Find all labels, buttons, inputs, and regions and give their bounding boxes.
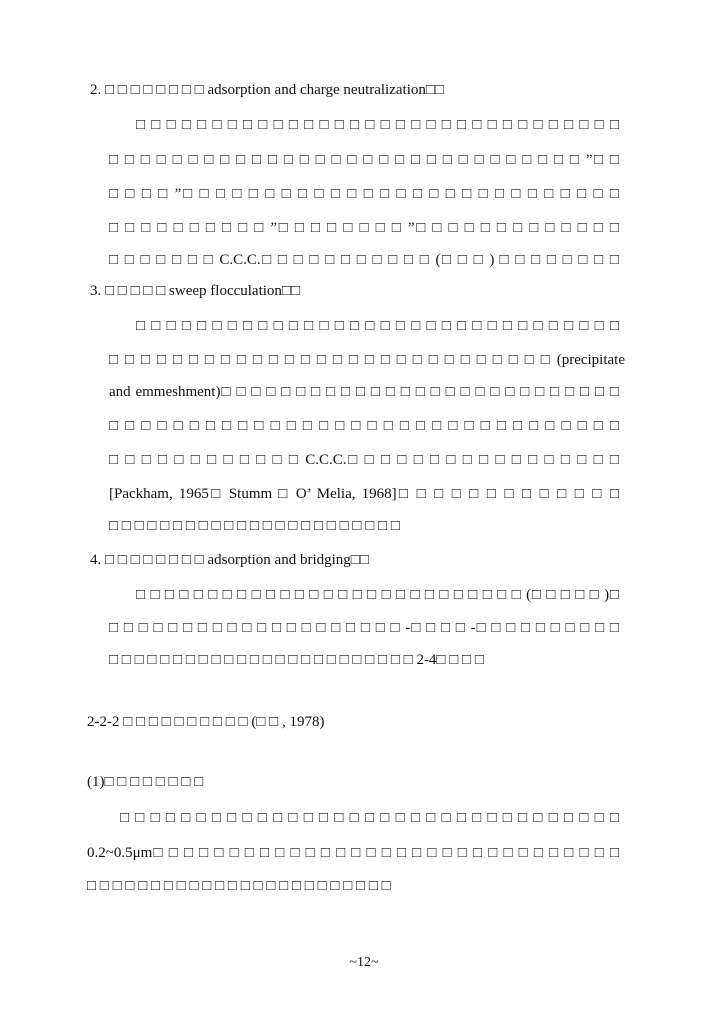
paragraph-line: □ □ □ □ □ □ □ □ □ □ □ □ C.C.C.□ □ □ □ □ □ □ □ □ □ □ □ □ □ □ □ □ [109,452,619,468]
paragraph-line: □ □ □ □ □ □ □ □ □ □ □ □ □ □ □ □ □ □ □ □ □ □ □ □ □ □ □ □ (precipitate [109,352,625,368]
list-item-4-heading: 4. □ □ □ □ □ □ □ □ adsorption and bridging□□ [90,552,369,568]
paragraph-line: □ □ □ □ □ □ □ C.C.C.□ □ □ □ □ □ □ □ □ □ □ (□ □ □ ) □ □ □ □ □ □ □ □ [109,252,619,268]
paragraph-line: and emmeshment)□ □ □ □ □ □ □ □ □ □ □ □ □ □ □ □ □ □ □ □ □ □ □ □ □ □ □ [109,384,619,400]
section-heading: 2-2-2 □ □ □ □ □ □ □ □ □ □ (□ □ , 1978) [87,714,325,730]
paragraph-line: □ □ □ □ □ □ □ □ □ □ □ □ □ □ □ □ □ □ □ □ □ □ □ □ □ □ □ □ □ □ □ □ [136,117,619,133]
paragraph-line: □ □ □ □ □ □ □ □ □ □ □ □ □ □ □ □ □ □ □ □ □ □ □ □ □ □ □ □ □ □ □ □ [109,418,619,434]
paragraph-line: □ □ □ □ □ □ □ □ □ □ □ □ □ □ □ □ □ □ □ □ □ □ □ □ □ □ □ □ □ □ □ □ □ [120,810,619,826]
paragraph-line: □ □ □ □ □ □ □ □ □ □ □ □ □ □ □ □ □ □ □ □ □ □ □ □ 2-4□ □ □ □ [109,652,484,668]
paragraph-line: [Packham, 1965□ Stumm □ O’ Melia, 1968]□ □ □ □ □ □ □ □ □ □ □ □ □ [109,486,619,502]
paragraph-line: □ □ □ □ □ □ □ □ □ □ □ □ □ □ □ □ □ □ □ □ □ □ □ [109,518,400,534]
list-item-3-heading: 3. □ □ □ □ □ sweep flocculation□□ [90,283,301,299]
page-number: ~12~ [349,955,379,970]
paragraph-line: □ □ □ □ □ □ □ □ □ □ □ □ □ □ □ □ □ □ □ □ -□ □ □ □ -□ □ □ □ □ □ □ □ □ □ [109,620,619,636]
paragraph-line: □ □ □ □ □ □ □ □ □ □ ”□ □ □ □ □ □ □ □ ”□ □ □ □ □ □ □ □ □ □ □ □ □ [109,220,619,236]
paragraph-line: □ □ □ □ □ □ □ □ □ □ □ □ □ □ □ □ □ □ □ □ □ □ □ □ □ □ □ (□ □ □ □ □ )□ [136,587,619,603]
paragraph-line: 0.2~0.5μm□ □ □ □ □ □ □ □ □ □ □ □ □ □ □ □ □ □ □ □ □ □ □ □ □ □ □ □ □ □ □ [87,845,619,861]
paragraph-line: □ □ □ □ □ □ □ □ □ □ □ □ □ □ □ □ □ □ □ □ □ □ □ □ □ □ □ □ □ □ ”□ □ [109,152,619,168]
paragraph-line: □ □ □ □ □ □ □ □ □ □ □ □ □ □ □ □ □ □ □ □ □ □ □ □ □ □ □ □ □ □ □ □ [136,318,619,334]
paragraph-line: □ □ □ □ ”□ □ □ □ □ □ □ □ □ □ □ □ □ □ □ □ □ □ □ □ □ □ □ □ □ □ □ [109,186,619,202]
subsection-heading: (1)□ □ □ □ □ □ □ □ [87,774,204,790]
list-item-2-heading: 2. □ □ □ □ □ □ □ □ adsorption and charge neutralization□□ [90,82,444,98]
paragraph-line: □ □ □ □ □ □ □ □ □ □ □ □ □ □ □ □ □ □ □ □ □ □ □ □ [87,878,391,894]
